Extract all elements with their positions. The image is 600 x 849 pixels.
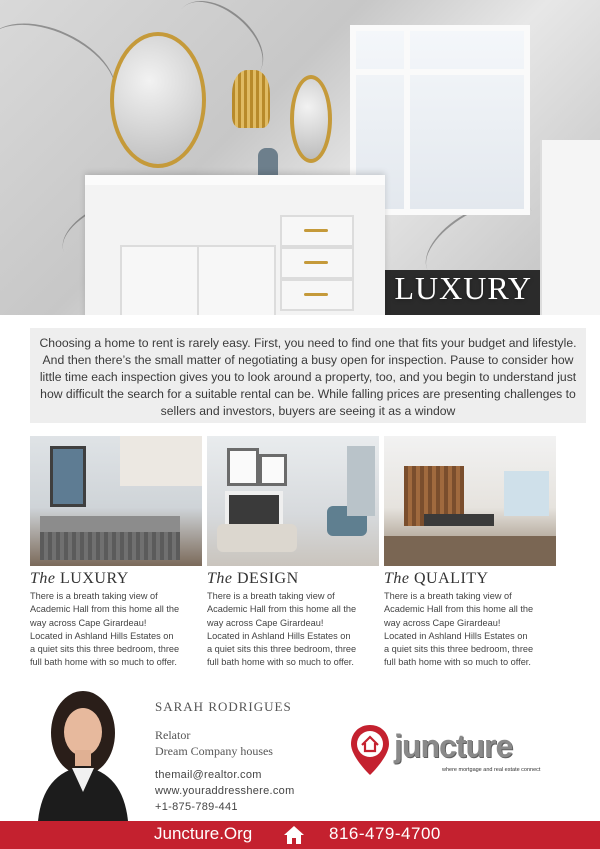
round-mirror	[110, 32, 206, 168]
agent-photo	[28, 688, 138, 821]
feature-description: There is a breath taking view of Academic Hall from this home all the way across Cape Girardeau! Located in Ashland Hills Estates on a quiet sits this three bedroom, three full bath home with so much to offer.	[30, 591, 180, 668]
feature-title: The QUALITY	[384, 570, 489, 587]
agent-website[interactable]: www.youraddresshere.com	[155, 785, 295, 797]
feature-description: There is a breath taking view of Academic Hall from this home all the way across Cape Girardeau! Located in Ashland Hills Estates on a quiet sits this three bedroom, three full bath home with so much to offer.	[384, 591, 534, 668]
juncture-logo	[350, 724, 560, 784]
agent-contact	[155, 767, 295, 815]
hero-image	[0, 0, 600, 315]
round-mirror	[290, 75, 332, 163]
feature-design	[207, 436, 379, 670]
vanity-cabinet	[85, 175, 385, 315]
gold-wall-sculpture	[232, 70, 270, 128]
footer-bar	[0, 821, 600, 849]
intro-text: Choosing a home to rent is rarely easy. First, you need to find one that fits your budget and lifestyle. And then there’s the small matter of negotiating a busy open for inspection. Pause to consider how little time each inspection gives you to look around a property, too, and you begin to understand just how difficult the search for a suitable rental can be. While falling prices are presenting challenges to sellers and investors, buyers are seeing it as a window	[39, 336, 577, 418]
feature-quality	[384, 436, 556, 670]
living-room-photo	[207, 436, 379, 566]
feature-description: There is a breath taking view of Academic Hall from this home all the way across Cape Girardeau! Located in Ashland Hills Estates on a quiet sits this three bedroom, three full bath home with so much to offer.	[207, 591, 357, 668]
home-icon	[283, 825, 305, 845]
intro-box	[30, 328, 586, 423]
agent-role: Relator	[155, 728, 191, 742]
logo-wordmark: juncture	[394, 728, 513, 764]
map-pin-home-icon	[350, 724, 390, 776]
feature-title: The DESIGN	[207, 570, 299, 587]
kitchen-photo	[30, 436, 202, 566]
agent-email[interactable]: themail@realtor.com	[155, 769, 262, 781]
feature-luxury	[30, 436, 202, 670]
footer-website[interactable]: Juncture.Org	[154, 824, 253, 843]
agent-phone[interactable]: +1-875-789-441	[155, 801, 238, 813]
side-cabinet	[540, 140, 600, 315]
hero-title: LUXURY	[394, 270, 532, 306]
dining-room-photo	[384, 436, 556, 566]
logo-tagline: where mortgage and real estate connect	[442, 767, 541, 773]
agent-company: Dream Company houses	[155, 744, 273, 758]
agent-name: SARAH RODRIGUES	[155, 699, 292, 714]
agent-role-block	[155, 727, 273, 759]
feature-title: The LUXURY	[30, 570, 129, 587]
footer-phone[interactable]: 816-479-4700	[329, 824, 441, 843]
